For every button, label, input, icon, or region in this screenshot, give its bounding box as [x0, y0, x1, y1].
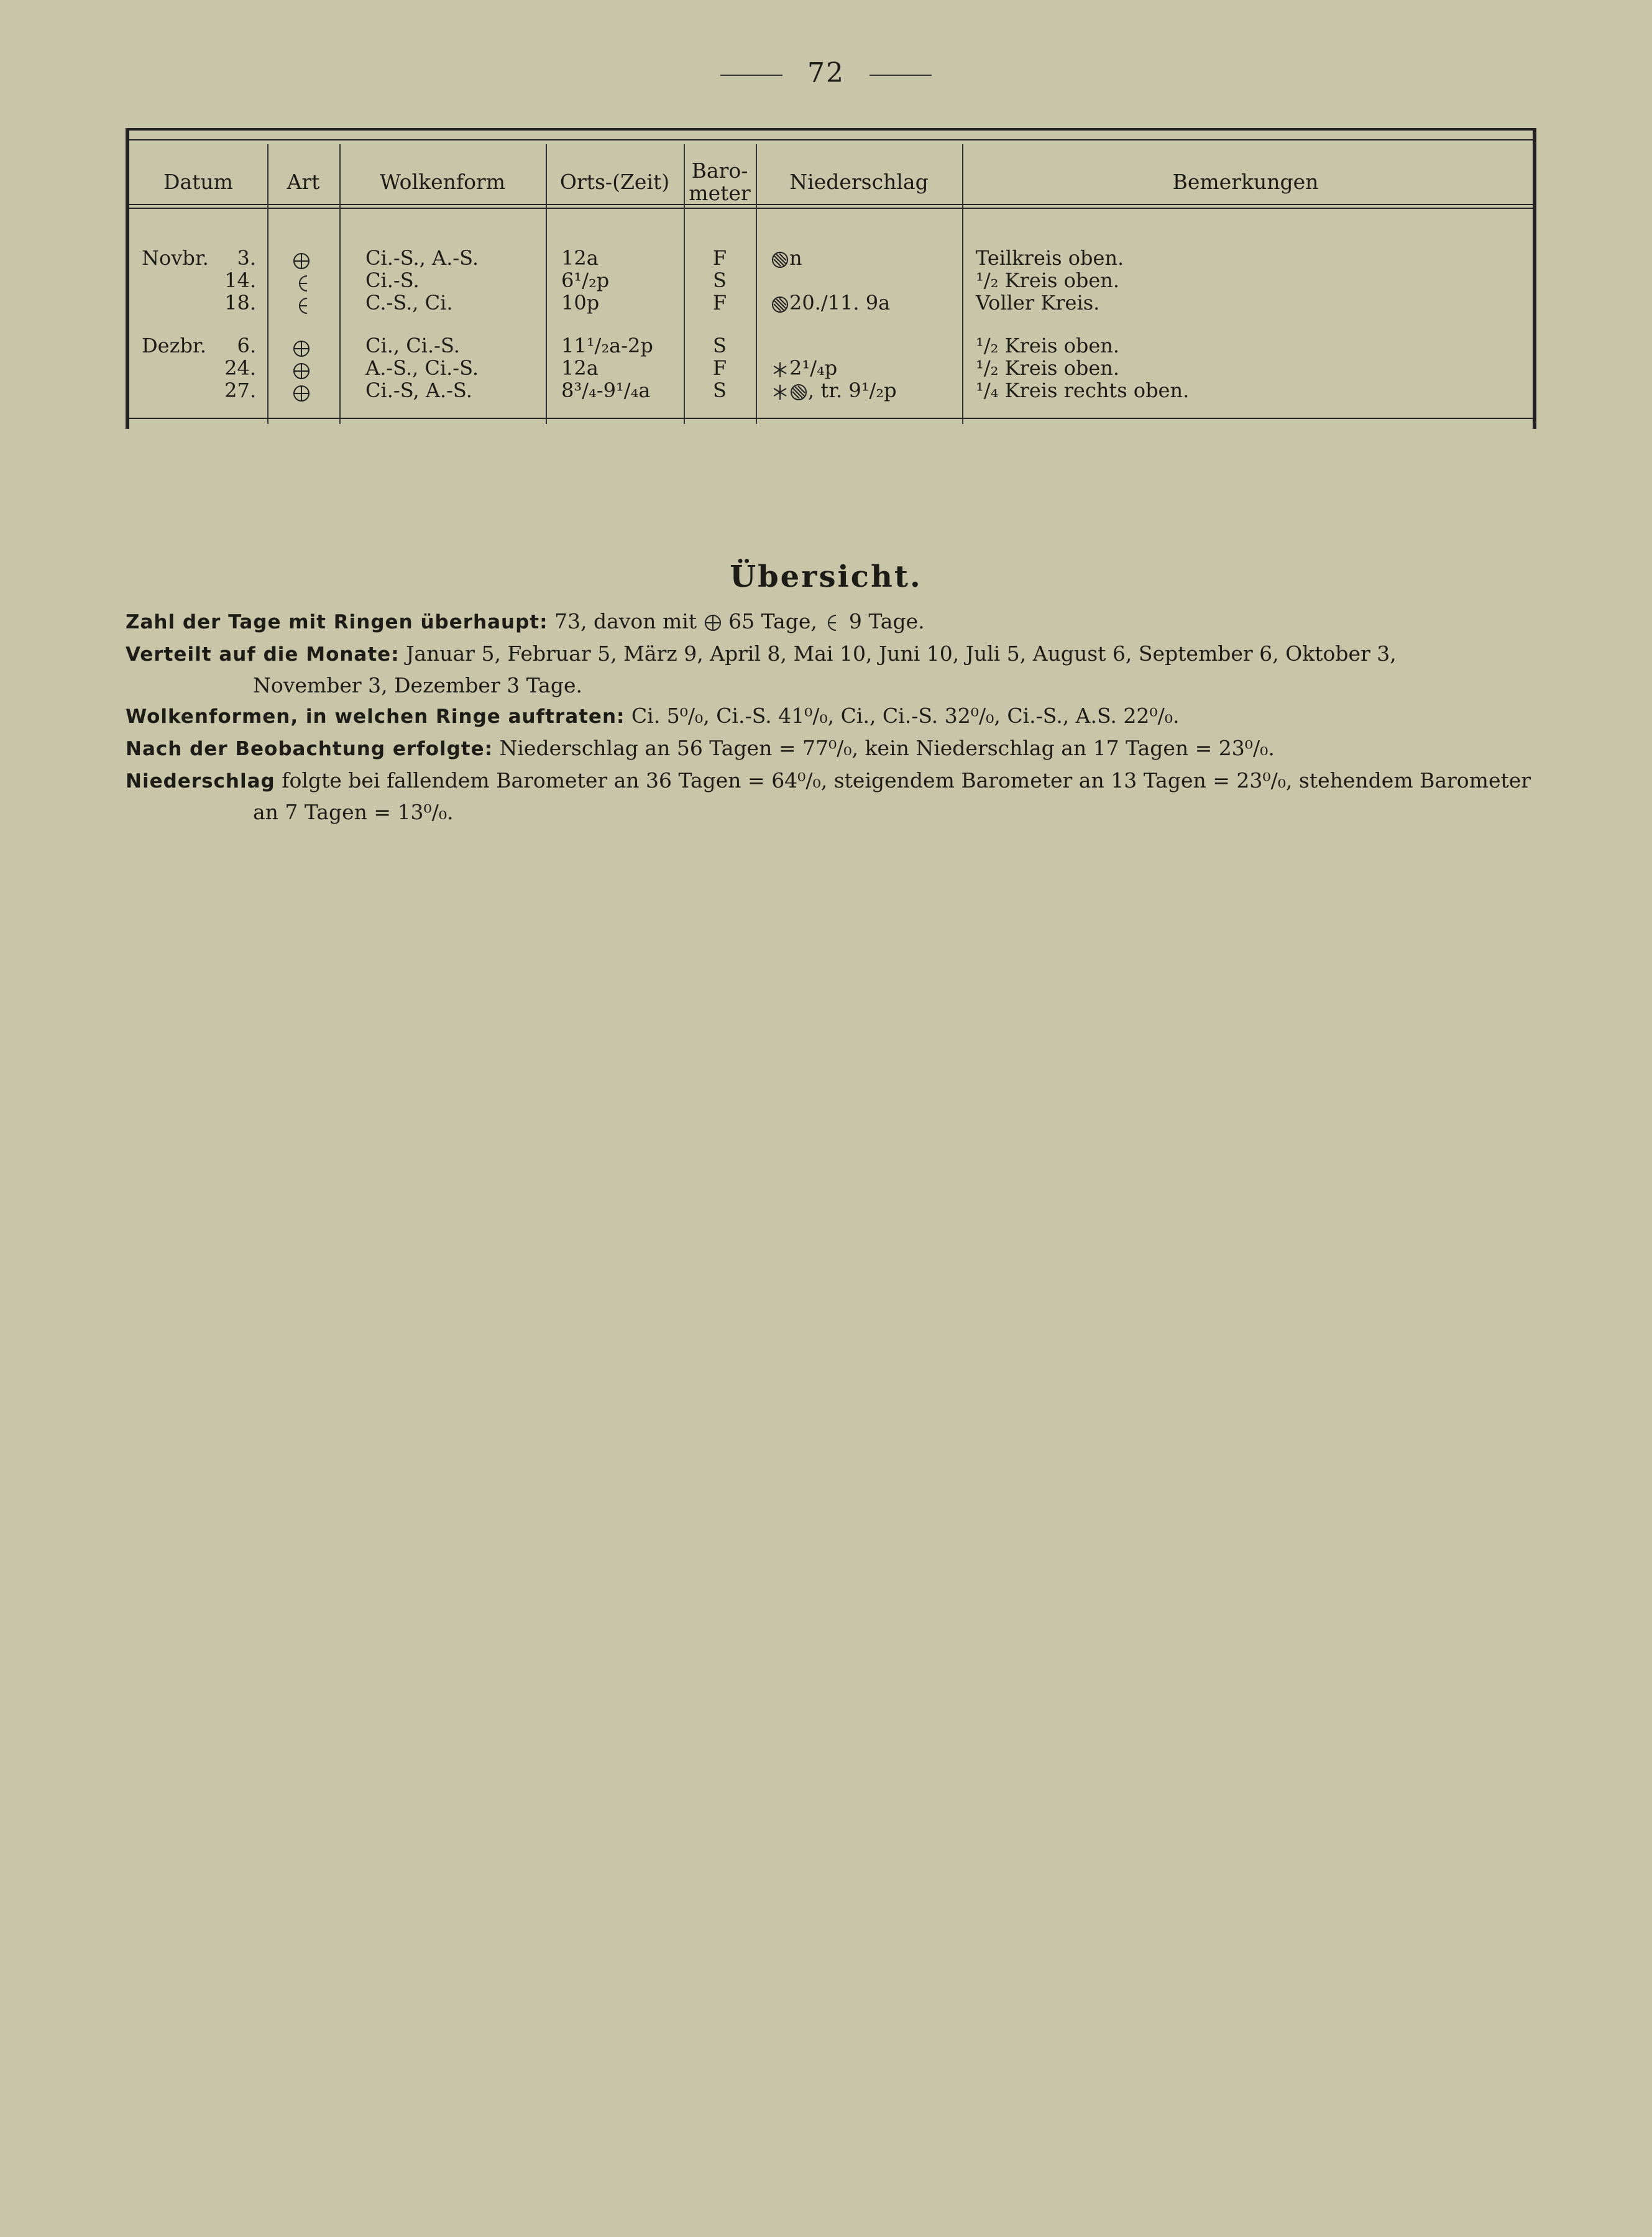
row-barometer: F: [712, 291, 727, 315]
row-day: 27.: [224, 379, 256, 402]
row-niederschlag-text: , tr. 9¹/₂p: [808, 379, 897, 402]
summary-label-days: Zahl der Tage mit Ringen überhaupt:: [126, 611, 548, 633]
row-niederschlag-text: n: [789, 246, 802, 270]
page-number-dash-left: [720, 75, 782, 76]
rain-symbol-icon: [789, 383, 808, 402]
halo-ring-icon: [292, 248, 311, 270]
corona-arc-icon: [295, 293, 313, 315]
row-bemerkung: ¹/₂ Kreis oben.: [976, 356, 1120, 380]
row-bemerkung: Voller Kreis.: [976, 291, 1100, 315]
summary-text-cloudforms: Ci. 5⁰/₀, Ci.-S. 41⁰/₀, Ci., Ci.-S. 32⁰/₀, Ci.-S., A.S. 22⁰/₀.: [631, 704, 1180, 728]
summary-text-days-a: 73, davon mit: [554, 609, 697, 633]
summary-label-precipitation: Niederschlag: [126, 770, 275, 792]
row-zeit: 8³/₄-9¹/₄a: [561, 379, 651, 402]
summary-label-observation: Nach der Beobachtung erfolgte:: [126, 738, 493, 760]
snow-symbol-icon: [771, 383, 789, 402]
halo-table: [126, 128, 1536, 429]
row-wolkenform: Ci.-S, A.-S.: [365, 379, 472, 402]
header-niederschlag: Niederschlag: [789, 169, 929, 194]
summary-line-months: [126, 638, 1543, 701]
row-zeit: 6¹/₂p: [561, 269, 610, 292]
row-niederschlag-text: 2¹/₄p: [789, 356, 838, 380]
halo-ring-icon: [292, 380, 311, 403]
summary-text-days-b: 65 Tage,: [728, 609, 817, 633]
row-niederschlag: [771, 379, 897, 402]
row-day: 24.: [224, 356, 256, 380]
row-bemerkung: Teilkreis oben.: [976, 246, 1124, 270]
row-day: 14.: [224, 269, 256, 292]
header-datum: Datum: [163, 169, 233, 194]
page-number-dash-right: [870, 75, 932, 76]
row-day: 18.: [224, 291, 256, 315]
header-barometer: [684, 149, 756, 215]
header-bemerkungen: Bemerkungen: [1172, 169, 1319, 194]
row-wolkenform: Ci., Ci.-S.: [365, 334, 460, 357]
row-bemerkung: ¹/₂ Kreis oben.: [976, 334, 1120, 357]
summary-text-months: Januar 5, Februar 5, März 9, April 8, Mai 10, Juni 10, Juli 5, August 6, September 6, Oktober 3,: [406, 641, 1397, 666]
summary-text-months-cont: November 3, Dezember 3 Tage.: [253, 673, 582, 697]
summary-text-precipitation-cont: an 7 Tagen = 13⁰/₀.: [253, 800, 454, 824]
row-bemerkung: ¹/₂ Kreis oben.: [976, 269, 1120, 292]
row-zeit: 11¹/₂a-2p: [561, 334, 653, 357]
row-bemerkung: ¹/₄ Kreis rechts oben.: [976, 379, 1190, 402]
halo-ring-icon: [292, 336, 311, 358]
row-barometer: F: [712, 356, 727, 380]
table-top-rule: [129, 139, 1533, 140]
row-wolkenform: Ci.-S., A.-S.: [365, 246, 479, 270]
row-barometer: S: [713, 269, 727, 292]
row-niederschlag: [771, 292, 890, 314]
summary-title: Übersicht.: [730, 559, 922, 594]
row-wolkenform: Ci.-S.: [365, 269, 420, 292]
row-wolkenform: A.-S., Ci.-S.: [365, 356, 479, 380]
page-number-line: [0, 57, 1652, 89]
header-zeit: Orts-(Zeit): [559, 169, 670, 194]
corona-arc-icon: [824, 613, 842, 632]
row-niederschlag: [771, 357, 837, 379]
row-zeit: 10p: [561, 291, 600, 315]
row-niederschlag: [771, 247, 802, 269]
row-barometer: S: [713, 379, 727, 402]
row-month: Dezbr.: [142, 334, 206, 357]
summary-line-observation: [126, 733, 1543, 765]
row-niederschlag-text: 20./11. 9a: [789, 291, 891, 315]
rain-symbol-icon: [771, 250, 789, 269]
summary-line-cloudforms: [126, 700, 1543, 732]
summary-text-precipitation: folgte bei fallendem Barometer an 36 Tagen = 64⁰/₀, steigendem Barometer an 13 Tagen = 23⁰/₀, stehendem Barometer: [282, 768, 1531, 792]
summary-line-precipitation: [126, 765, 1543, 828]
page-number: 72: [807, 57, 845, 89]
header-art: Art: [287, 169, 320, 194]
row-day: 6.: [237, 334, 256, 357]
header-barometer-line1: Baro-: [691, 158, 748, 183]
header-barometer-line2: meter: [689, 181, 751, 205]
row-barometer: F: [712, 246, 727, 270]
summary-text-observation: Niederschlag an 56 Tagen = 77⁰/₀, kein Niederschlag an 17 Tagen = 23⁰/₀.: [499, 736, 1275, 760]
row-day: 3.: [237, 246, 256, 270]
header-wolkenform: Wolkenform: [379, 169, 506, 194]
summary-label-months: Verteilt auf die Monate:: [126, 643, 400, 666]
row-zeit: 12a: [561, 246, 599, 270]
summary-label-cloudforms: Wolkenformen, in welchen Ringe auftraten:: [126, 705, 625, 728]
halo-ring-icon: [292, 358, 311, 380]
snow-symbol-icon: [771, 361, 789, 379]
summary-text-days-c: 9 Tage.: [848, 609, 925, 633]
row-barometer: S: [713, 334, 727, 357]
row-month: Novbr.: [142, 246, 209, 270]
rain-symbol-icon: [771, 295, 789, 314]
row-zeit: 12a: [561, 356, 599, 380]
summary-line-days: [126, 606, 1543, 638]
halo-ring-icon: [704, 613, 722, 632]
corona-arc-icon: [295, 270, 313, 293]
row-wolkenform: C.-S., Ci.: [365, 291, 453, 315]
